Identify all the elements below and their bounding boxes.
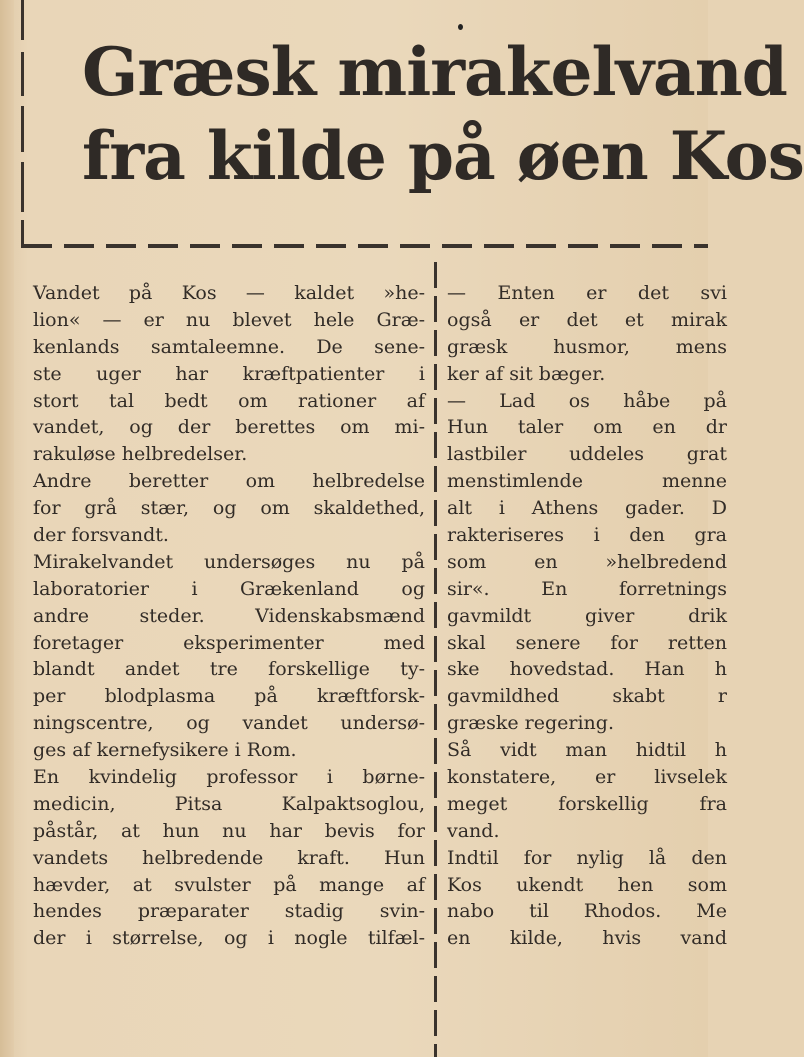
text-line: Vandet på Kos — kaldet »he- <box>33 282 425 304</box>
text-line: per blodplasma på kræftforsk- <box>33 685 425 708</box>
text-line: der forsvandt. <box>33 524 169 547</box>
text-line: Hun taler om en dr <box>447 416 727 439</box>
text-line: blandt andet tre forskellige ty- <box>33 658 425 681</box>
text-line: meget forskellig fra <box>447 792 727 815</box>
text-line: Så vidt man hidtil h <box>447 739 727 762</box>
frame-left-dash <box>21 0 24 40</box>
headline-frame-bottom-rule <box>22 244 708 248</box>
text-line: Kos ukendt hen som <box>447 873 727 896</box>
text-line: lion« — er nu blevet hele Græ- <box>33 308 425 331</box>
headline-line-1: Græsk mirakelvand <box>82 33 787 111</box>
text-line: En kvindelig professor i børne- <box>33 766 425 789</box>
text-line: ker af sit bæger. <box>447 362 606 385</box>
frame-left-dash <box>21 106 24 152</box>
text-line: alt i Athens gader. D <box>447 497 727 520</box>
text-line: gavmildhed skabt r <box>447 685 727 708</box>
text-line: også er det et mirak <box>447 308 727 331</box>
text-line: konstatere, er livselek <box>447 766 727 789</box>
text-line: sir«. En forretnings <box>447 577 727 600</box>
text-line: græsk husmor, mens <box>447 335 727 358</box>
text-line: kenlands samtaleemne. De sene- <box>33 335 425 358</box>
text-line: påstår, at hun nu har bevis for <box>33 819 425 842</box>
text-line: laboratorier i Grækenland og <box>33 577 425 600</box>
text-line: skal senere for retten <box>447 631 727 654</box>
text-line: ste uger har kræftpatienter i <box>33 362 425 385</box>
text-line: hendes præparater stadig svin- <box>33 900 425 923</box>
text-line: stort tal bedt om rationer af <box>33 389 425 412</box>
article-column-left <box>33 280 425 952</box>
text-line: vand. <box>447 819 500 842</box>
text-line: Mirakelvandet undersøges nu på <box>33 550 425 573</box>
text-line: foretager eksperimenter med <box>33 631 425 654</box>
text-line: for grå stær, og om skaldethed, <box>33 497 425 520</box>
text-line: en kilde, hvis vand <box>447 927 727 950</box>
text-line: som en »helbredend <box>447 550 727 573</box>
text-line: ske hovedstad. Han h <box>447 658 727 681</box>
text-line: andre steder. Videnskabsmænd <box>33 604 425 627</box>
text-line: Andre beretter om helbredelse <box>33 470 425 493</box>
text-line: Indtil for nylig lå den <box>447 846 727 869</box>
headline <box>82 30 804 198</box>
text-line: — Enten er det svi <box>447 282 727 304</box>
text-line: menstimlende menne <box>447 470 727 493</box>
text-line: der i størrelse, og i nogle tilfæl- <box>33 927 425 950</box>
article-column-right <box>447 280 727 952</box>
text-line: lastbiler uddeles grat <box>447 443 727 466</box>
text-line: nabo til Rhodos. Me <box>447 900 727 923</box>
text-line: vandet, og der berettes om mi- <box>33 416 425 439</box>
text-line: ges af kernefysikere i Rom. <box>33 739 297 762</box>
frame-left-dash <box>21 52 24 96</box>
text-line: græske regering. <box>447 712 614 735</box>
text-line: ningscentre, og vandet undersø- <box>33 712 425 735</box>
paper-edge <box>0 0 14 1057</box>
text-line: — Lad os håbe på <box>447 389 727 412</box>
text-line: hævder, at svulster på mange af <box>33 873 425 896</box>
text-line: medicin, Pitsa Kalpaktsoglou, <box>33 792 425 815</box>
text-line: vandets helbredende kraft. Hun <box>33 846 425 869</box>
text-line: rakuløse helbredelser. <box>33 443 248 466</box>
frame-left-dash <box>21 162 24 212</box>
column-divider <box>434 262 437 1057</box>
text-line: gavmildt giver drik <box>447 604 727 627</box>
headline-line-2: fra kilde på øen Kos <box>82 117 804 195</box>
text-line: rakteriseres i den gra <box>447 524 727 547</box>
